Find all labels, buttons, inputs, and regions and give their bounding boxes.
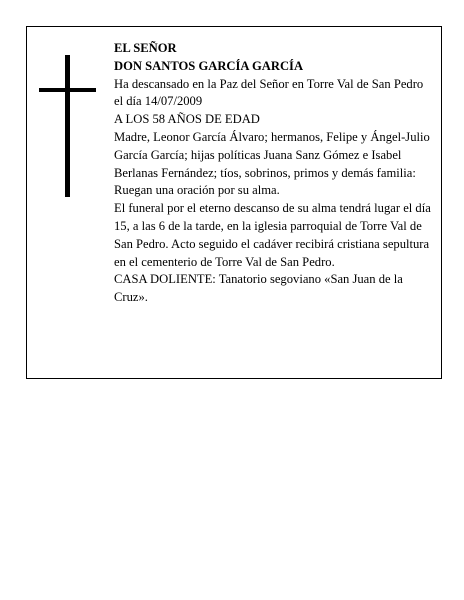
obituary-notice bbox=[26, 26, 442, 379]
cross-vertical-bar bbox=[65, 55, 70, 197]
notice-heading-name: DON SANTOS GARCÍA GARCÍA bbox=[114, 58, 304, 73]
notice-house-line: CASA DOLIENTE: Tanatorio segoviano «San Juan de la Cruz». bbox=[114, 272, 403, 305]
notice-age-line: A LOS 58 AÑOS DE EDAD bbox=[114, 112, 260, 127]
cross-horizontal-bar bbox=[39, 88, 96, 92]
notice-text bbox=[114, 40, 432, 307]
notice-prayer-line: Ruegan una oración por su alma. bbox=[114, 183, 280, 198]
notice-funeral-paragraph: El funeral por el eterno descanso de su alma tendrá lugar el día 15, a las 6 de la tarde, en la iglesia parroquial de Torre Val de San Pedro. Acto seguido el cadáver recibirá cristiana sepultura en el cementerio de Torre Val de San Pedro. bbox=[114, 201, 431, 269]
notice-heading-title: EL SEÑOR bbox=[114, 41, 177, 55]
notice-rested-line: Ha descansado en la Paz del Señor en Torre Val de San Pedro el día 14/07/2009 bbox=[114, 76, 424, 109]
notice-family-paragraph: Madre, Leonor García Álvaro; hermanos, Felipe y Ángel-Julio García García; hijas políticas Juana Sanz Gómez e Isabel Berlanas Fernández; tíos, sobrinos, primos y demás familia: bbox=[114, 129, 430, 180]
